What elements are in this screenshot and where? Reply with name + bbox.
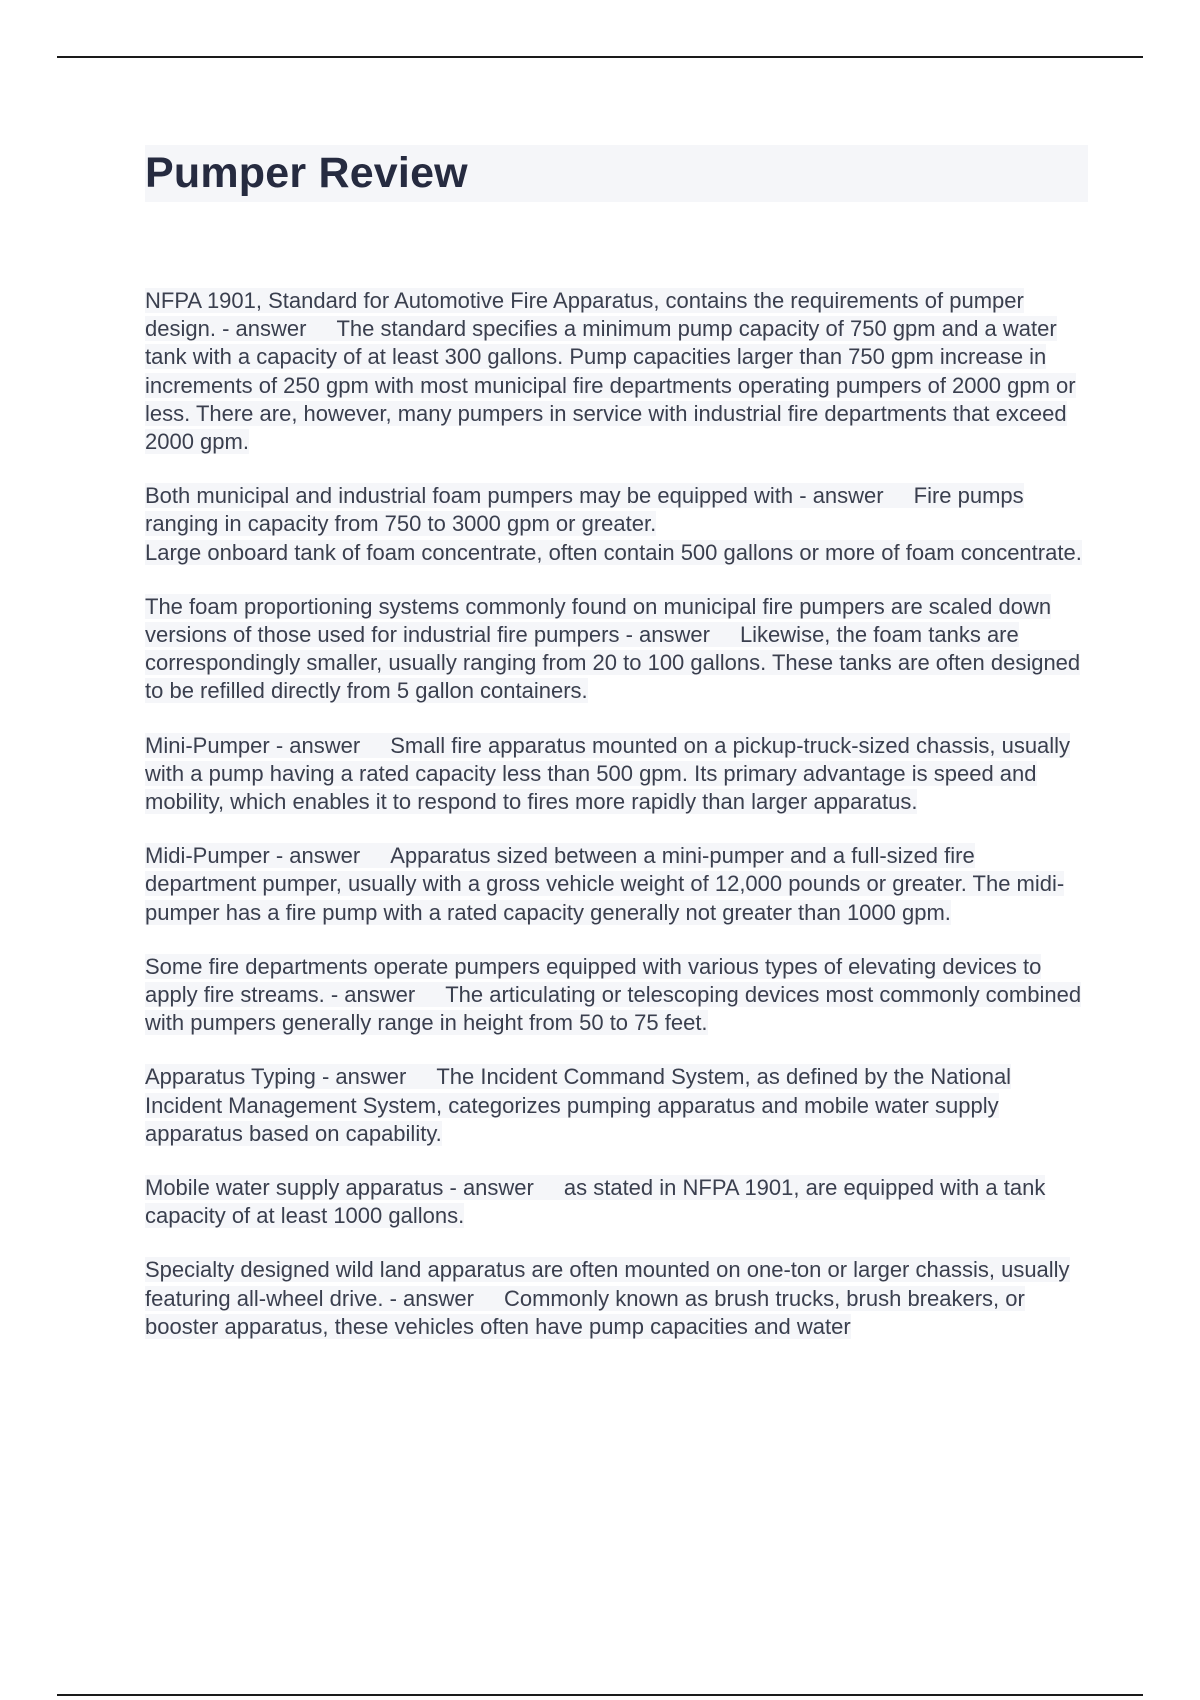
card-separator: - answer [324, 982, 416, 1008]
card-separator: - answer [315, 1064, 407, 1090]
card-answer: Commonly known as brush trucks, brush breakers, or booster apparatus, these vehicles often have pump capacities and water [145, 1285, 1025, 1339]
card-answer: The Incident Command System, as defined by the National Incident Management System, categorizes pumping apparatus and mobile water supply apparatus based on capability. [145, 1064, 1012, 1146]
card-question: Some fire departments operate pumpers equipped with various types of elevating devices to apply fire streams. [145, 953, 1042, 1008]
card-separator: - answer [269, 732, 361, 758]
flashcard [145, 1256, 1088, 1341]
flashcard [145, 953, 1088, 1038]
card-answer: The articulating or telescoping devices most commonly combined with pumpers generally range in height from 50 to 75 feet. [145, 982, 1082, 1036]
card-separator: - answer [619, 622, 710, 648]
card-separator: - answer [793, 483, 884, 509]
card-answer: as stated in NFPA 1901, are equipped with a tank capacity of at least 1000 gallons. [145, 1175, 1046, 1229]
flashcard [145, 482, 1088, 567]
flashcard [145, 593, 1088, 706]
card-answer: The standard specifies a minimum pump capacity of 750 gpm and a water tank with a capacity of at least 300 gallons. Pump capacities larger than 750 gpm increase in increments of 250 gpm with most municipal fire departments operating pumpers of 2000 gpm or less. There are, however, many pumpers in service with industrial fire departments that exceed 2000 gpm. [145, 316, 1076, 455]
flashcard [145, 1063, 1088, 1148]
title-band [145, 145, 1088, 202]
flashcard [145, 1174, 1088, 1230]
header-rule [57, 56, 1143, 58]
card-question: Both municipal and industrial foam pumpers may be equipped with [145, 483, 794, 509]
card-question: Mini-Pumper [145, 732, 270, 758]
footer-rule [57, 1694, 1143, 1696]
card-separator: - answer [215, 316, 307, 342]
card-question: NFPA 1901, Standard for Automotive Fire Apparatus, contains the requirements of pumper design. [145, 288, 1024, 342]
card-answer: Likewise, the foam tanks are correspondingly smaller, usually ranging from 20 to 100 gallons. These tanks are often designed to be refilled directly from 5 gallon containers. [145, 622, 1081, 704]
page-title: Pumper Review [145, 149, 468, 197]
card-question: Apparatus Typing [145, 1064, 316, 1090]
card-answer: Fire pumps ranging in capacity from 750 to 3000 gpm or greater. Large onboard tank of foam concentrate, often contain 500 gallons or more of foam concentrate. [145, 483, 1082, 565]
flashcard-list [145, 287, 1088, 1341]
card-separator: - answer [443, 1175, 534, 1201]
flashcard [145, 732, 1088, 817]
card-separator: - answer [383, 1285, 474, 1311]
card-answer: Apparatus sized between a mini-pumper and a full-sized fire department pumper, usually with a gross vehicle weight of 12,000 pounds or greater. The midi-pumper has a fire pump with a rated capacity generally not greater than 1000 gpm. [145, 843, 1065, 925]
flashcard [145, 287, 1088, 456]
card-separator: - answer [269, 843, 361, 869]
card-question: The foam proportioning systems commonly found on municipal fire pumpers are scaled down versions of those used for industrial fire pumpers [145, 593, 1052, 648]
card-answer: Small fire apparatus mounted on a pickup-truck-sized chassis, usually with a pump having a rated capacity less than 500 gpm. Its primary advantage is speed and mobility, which enables it to respond to fires more rapidly than larger apparatus. [145, 732, 1071, 815]
card-question: Mobile water supply apparatus [145, 1175, 444, 1201]
card-question: Specialty designed wild land apparatus are often mounted on one-ton or larger chassis, usually featuring all-wheel drive. [145, 1257, 1070, 1311]
card-question: Midi-Pumper [145, 843, 270, 869]
flashcard [145, 842, 1088, 927]
document-body [145, 145, 1088, 1367]
